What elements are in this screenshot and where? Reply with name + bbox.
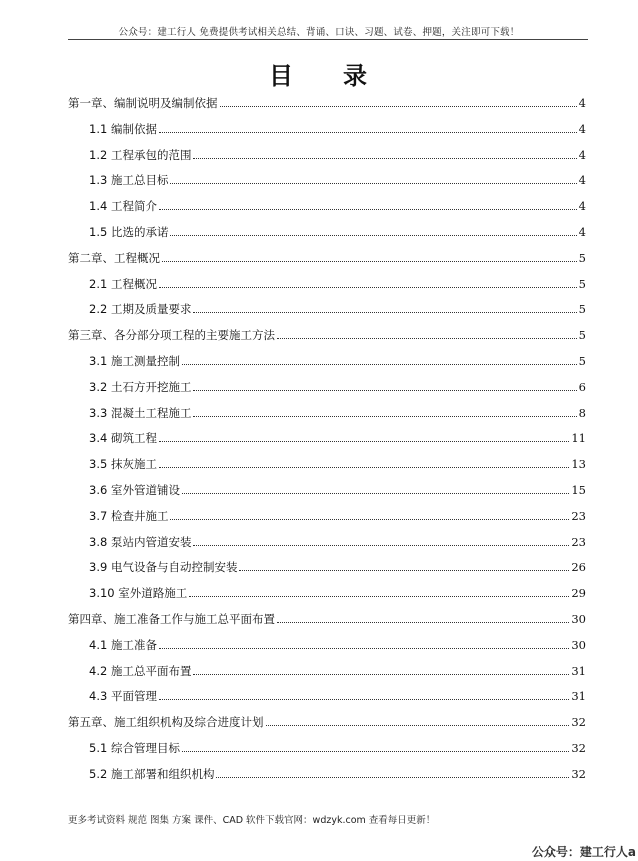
toc-dot-leader — [266, 724, 570, 726]
toc-entry-label: 3.1 施工测量控制 — [89, 354, 180, 368]
toc-chapter-entry[interactable] — [68, 611, 586, 627]
toc-entry-label: 4.3 平面管理 — [89, 689, 157, 704]
toc-dot-leader — [193, 415, 576, 417]
toc-section-entry[interactable] — [89, 456, 586, 472]
toc-dot-leader — [220, 105, 577, 107]
toc-page-number: 4 — [578, 96, 586, 110]
toc-page-number: 8 — [578, 405, 586, 420]
toc-entry-label: 3.10 室外道路施工 — [89, 586, 188, 601]
toc-page-number: 23 — [571, 534, 586, 549]
toc-dot-leader — [159, 440, 569, 442]
toc-section-entry[interactable] — [89, 353, 586, 369]
toc-section-entry[interactable] — [89, 276, 586, 292]
toc-page-number: 15 — [571, 483, 586, 497]
toc-entry-label: 3.9 电气设备与自动控制安装 — [89, 560, 238, 575]
toc-section-entry[interactable] — [89, 508, 586, 524]
toc-dot-leader — [162, 260, 577, 262]
title-char-right: 录 — [343, 61, 369, 90]
toc-page-number: 4 — [578, 147, 586, 162]
toc-page-number: 5 — [578, 328, 586, 343]
title-char-left: 目 — [269, 61, 295, 90]
toc-dot-leader — [159, 286, 577, 288]
toc-dot-leader — [277, 621, 569, 623]
toc-entry-label: 2.2 工期及质量要求 — [89, 302, 192, 317]
toc-page-number: 30 — [571, 612, 586, 626]
page-title — [0, 56, 638, 91]
toc-section-entry[interactable] — [89, 121, 586, 137]
toc-section-entry[interactable] — [89, 534, 586, 550]
toc-section-entry[interactable] — [89, 559, 586, 575]
toc-entry-label: 3.4 砌筑工程 — [89, 431, 157, 446]
toc-dot-leader — [189, 595, 569, 597]
toc-page-number: 23 — [571, 508, 586, 523]
toc-dot-leader — [170, 182, 576, 184]
toc-section-entry[interactable] — [89, 301, 586, 317]
toc-page-number: 5 — [578, 302, 586, 317]
toc-section-entry[interactable] — [89, 147, 586, 163]
toc-entry-label: 1.4 工程简介 — [89, 199, 157, 214]
toc-page-number: 4 — [578, 121, 586, 136]
toc-dot-leader — [170, 518, 569, 520]
toc-section-entry[interactable] — [89, 482, 586, 498]
toc-dot-leader — [182, 492, 569, 494]
watermark-text: 公众号：建工行人a — [531, 845, 636, 859]
toc-section-entry[interactable] — [89, 740, 586, 756]
toc-section-entry[interactable] — [89, 405, 586, 421]
toc-dot-leader — [193, 389, 576, 391]
header-divider — [68, 39, 588, 40]
toc-entry-label: 2.1 工程概况 — [89, 276, 157, 291]
toc-entry-label: 1.3 施工总目标 — [89, 173, 169, 188]
toc-section-entry[interactable] — [89, 637, 586, 653]
toc-section-entry[interactable] — [89, 172, 586, 188]
toc-dot-leader — [182, 363, 577, 365]
toc-page-number: 29 — [571, 586, 586, 601]
toc-entry-label: 3.3 混凝土工程施工 — [89, 405, 192, 420]
toc-page-number: 32 — [571, 715, 586, 730]
toc-page-number: 31 — [571, 689, 586, 704]
toc-entry-label: 第四章、施工准备工作与施工总平面布置 — [68, 612, 275, 626]
toc-chapter-entry[interactable] — [68, 327, 586, 343]
header-note: 公众号：建工行人 免费提供考试相关总结、背诵、口诀、习题、试卷、押题，关注即可下载！ — [118, 27, 520, 38]
toc-entry-label: 第五章、施工组织机构及综合进度计划 — [68, 715, 264, 730]
toc-section-entry[interactable] — [89, 766, 586, 782]
toc-dot-leader — [182, 750, 569, 752]
toc-entry-label: 3.6 室外管道铺设 — [89, 483, 180, 497]
toc-entry-label: 1.2 工程承包的范围 — [89, 147, 192, 162]
toc-section-entry[interactable] — [89, 224, 586, 240]
toc-page-number: 13 — [571, 457, 586, 472]
toc-dot-leader — [193, 544, 569, 546]
toc-section-entry[interactable] — [89, 430, 586, 446]
toc-page-number: 26 — [571, 560, 586, 575]
toc-section-entry[interactable] — [89, 379, 586, 395]
toc-dot-leader — [193, 673, 569, 675]
footer-note: 更多考试资料 规范 图集 方案 课件、CAD 软件下载官网：wdzyk.com 查看每日更新！ — [68, 815, 436, 826]
toc-page-number: 6 — [578, 379, 586, 394]
toc-entry-label: 第一章、编制说明及编制依据 — [68, 96, 218, 110]
toc-page-number: 32 — [571, 766, 586, 781]
toc-page-number: 32 — [571, 741, 586, 755]
toc-page-number: 5 — [578, 354, 586, 368]
toc-section-entry[interactable] — [89, 688, 586, 704]
toc-entry-label: 5.2 施工部署和组织机构 — [89, 766, 215, 781]
toc-chapter-entry[interactable] — [68, 250, 586, 266]
toc-page-number: 5 — [578, 276, 586, 291]
toc-dot-leader — [277, 337, 577, 339]
toc-entry-label: 4.1 施工准备 — [89, 637, 157, 652]
toc-section-entry[interactable] — [89, 198, 586, 214]
toc-entry-label: 第二章、工程概况 — [68, 250, 160, 265]
toc-entry-label: 1.5 比选的承诺 — [89, 225, 169, 239]
toc-page-number: 4 — [578, 173, 586, 188]
toc-entry-label: 3.8 泵站内管道安装 — [89, 534, 192, 549]
toc-entry-label: 5.1 综合管理目标 — [89, 741, 180, 755]
toc-entry-label: 3.2 土石方开挖施工 — [89, 379, 192, 394]
toc-dot-leader — [159, 208, 577, 210]
toc-entry-label: 4.2 施工总平面布置 — [89, 663, 192, 678]
toc-entry-label: 1.1 编制依据 — [89, 121, 157, 136]
toc-entry-label: 3.7 检查井施工 — [89, 508, 169, 523]
toc-page-number: 31 — [571, 663, 586, 678]
toc-dot-leader — [239, 569, 569, 571]
toc-page-number: 5 — [578, 250, 586, 265]
toc-section-entry[interactable] — [89, 585, 586, 601]
toc-dot-leader — [159, 698, 569, 700]
toc-dot-leader — [193, 157, 576, 159]
toc-dot-leader — [216, 776, 569, 778]
toc-dot-leader — [193, 311, 576, 313]
toc-dot-leader — [159, 647, 569, 649]
toc-dot-leader — [159, 466, 569, 468]
toc-section-entry[interactable] — [89, 663, 586, 679]
toc-entry-label: 3.5 抹灰施工 — [89, 457, 157, 472]
toc-chapter-entry[interactable] — [68, 714, 586, 730]
toc-page-number: 4 — [578, 199, 586, 214]
toc-page-number: 4 — [578, 225, 586, 239]
toc-entry-label: 第三章、各分部分项工程的主要施工方法 — [68, 328, 275, 343]
toc-dot-leader — [170, 234, 576, 236]
toc-page-number: 30 — [571, 637, 586, 652]
toc-dot-leader — [159, 131, 577, 133]
toc-chapter-entry[interactable] — [68, 95, 586, 111]
toc-page-number: 11 — [571, 431, 586, 446]
